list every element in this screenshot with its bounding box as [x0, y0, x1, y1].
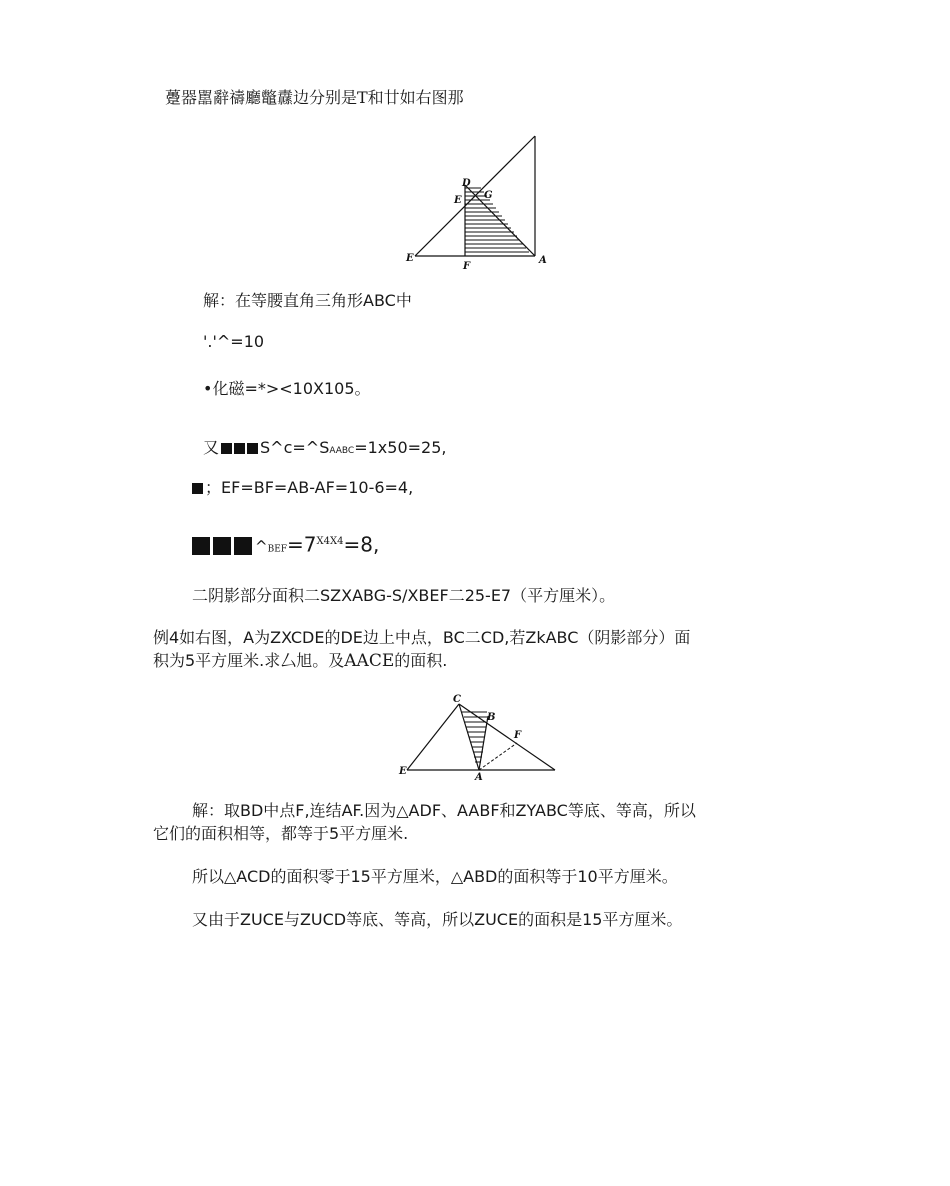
figure-1-triangle-diagram — [400, 130, 560, 272]
example-4-line-2c: 的面积. — [394, 651, 448, 670]
figure-1-label-e-left: E — [406, 253, 414, 264]
solution-1-line-6-eq: =7 — [287, 532, 317, 557]
solution-1-line-6 — [192, 529, 379, 563]
solution-1-line-4-tail: =1x50=25, — [354, 438, 447, 457]
redaction-block — [213, 537, 231, 555]
redaction-block — [221, 443, 232, 454]
figure-2-label-e: E — [399, 766, 407, 777]
solution-1-line-2: '.'^=10 — [203, 332, 265, 351]
solution-1-line-4-prefix: 又 — [203, 438, 220, 457]
figure-2-triangle-diagram — [395, 690, 565, 782]
figure-2-label-c: C — [453, 694, 461, 705]
solution-1-line-4-text: S^c=^S — [260, 438, 330, 457]
example-4-line-2 — [153, 651, 447, 671]
solution-1-line-6-subscript: BEF — [267, 544, 288, 555]
example-4-line-2a: 积为5平方厘米.求厶旭。及 — [153, 651, 345, 670]
solution-1-line-1: 解：在等腰直角三角形ABC中 — [203, 291, 412, 310]
solution-1-line-6-tail: =8, — [343, 532, 380, 557]
example-4-line-2b: AACE — [344, 651, 395, 671]
redaction-block — [247, 443, 258, 454]
redaction-block — [234, 443, 245, 454]
solution-1-line-3: •化磁=*><10X105。 — [203, 379, 371, 398]
solution-1-line-5 — [192, 478, 413, 498]
solution-1-line-6-superscript: X4X4 — [316, 536, 344, 547]
figure-2-label-b: B — [487, 712, 496, 723]
figure-1-label-g: G — [484, 190, 493, 201]
solution-1-line-4-subscript: AABC — [329, 446, 355, 456]
figure-1-label-f: F — [463, 261, 471, 272]
redaction-block — [234, 537, 252, 555]
solution-1-line-7: 二阴影部分面积二SZXABG-S/XBEF二25-E7（平方厘米）。 — [192, 586, 616, 605]
figure-1-label-e-upper: E — [454, 195, 462, 206]
solution-2-line-1: 解：取BD中点F,连结AF.因为△ADF、AABF和ZYABC等底、等高，所以 — [192, 801, 696, 820]
example-4-line-1: 例4如右图，A为ZXCDE的DE边上中点，BC二CD,若ZkABC（阴影部分）面 — [153, 628, 691, 647]
figure-2-label-a: A — [475, 772, 483, 782]
figure-1-label-d: D — [462, 178, 471, 189]
solution-2-line-3: 所以△ACD的面积零于15平方厘米，△ABD的面积等于10平方厘米。 — [192, 867, 678, 886]
solution-1-line-5-text: ；EF=BF=AB-AF=10-6=4, — [205, 478, 414, 497]
solution-2-line-4: 又由于ZUCE与ZUCD等底、等高，所以ZUCE的面积是15平方厘米。 — [192, 910, 683, 929]
figure-1-label-a: A — [539, 255, 547, 266]
solution-1-line-4 — [203, 438, 446, 461]
solution-1-line-6-caret: ^ — [255, 537, 268, 556]
intro-line: 躉器嚚辭禱廳鼈纛边分别是T和廿如右图那 — [165, 88, 464, 107]
solution-2-line-2: 它们的面积相等，都等于5平方厘米. — [153, 824, 409, 843]
redaction-block — [192, 537, 210, 555]
redaction-block — [192, 483, 203, 494]
figure-2-label-f: F — [514, 730, 522, 741]
